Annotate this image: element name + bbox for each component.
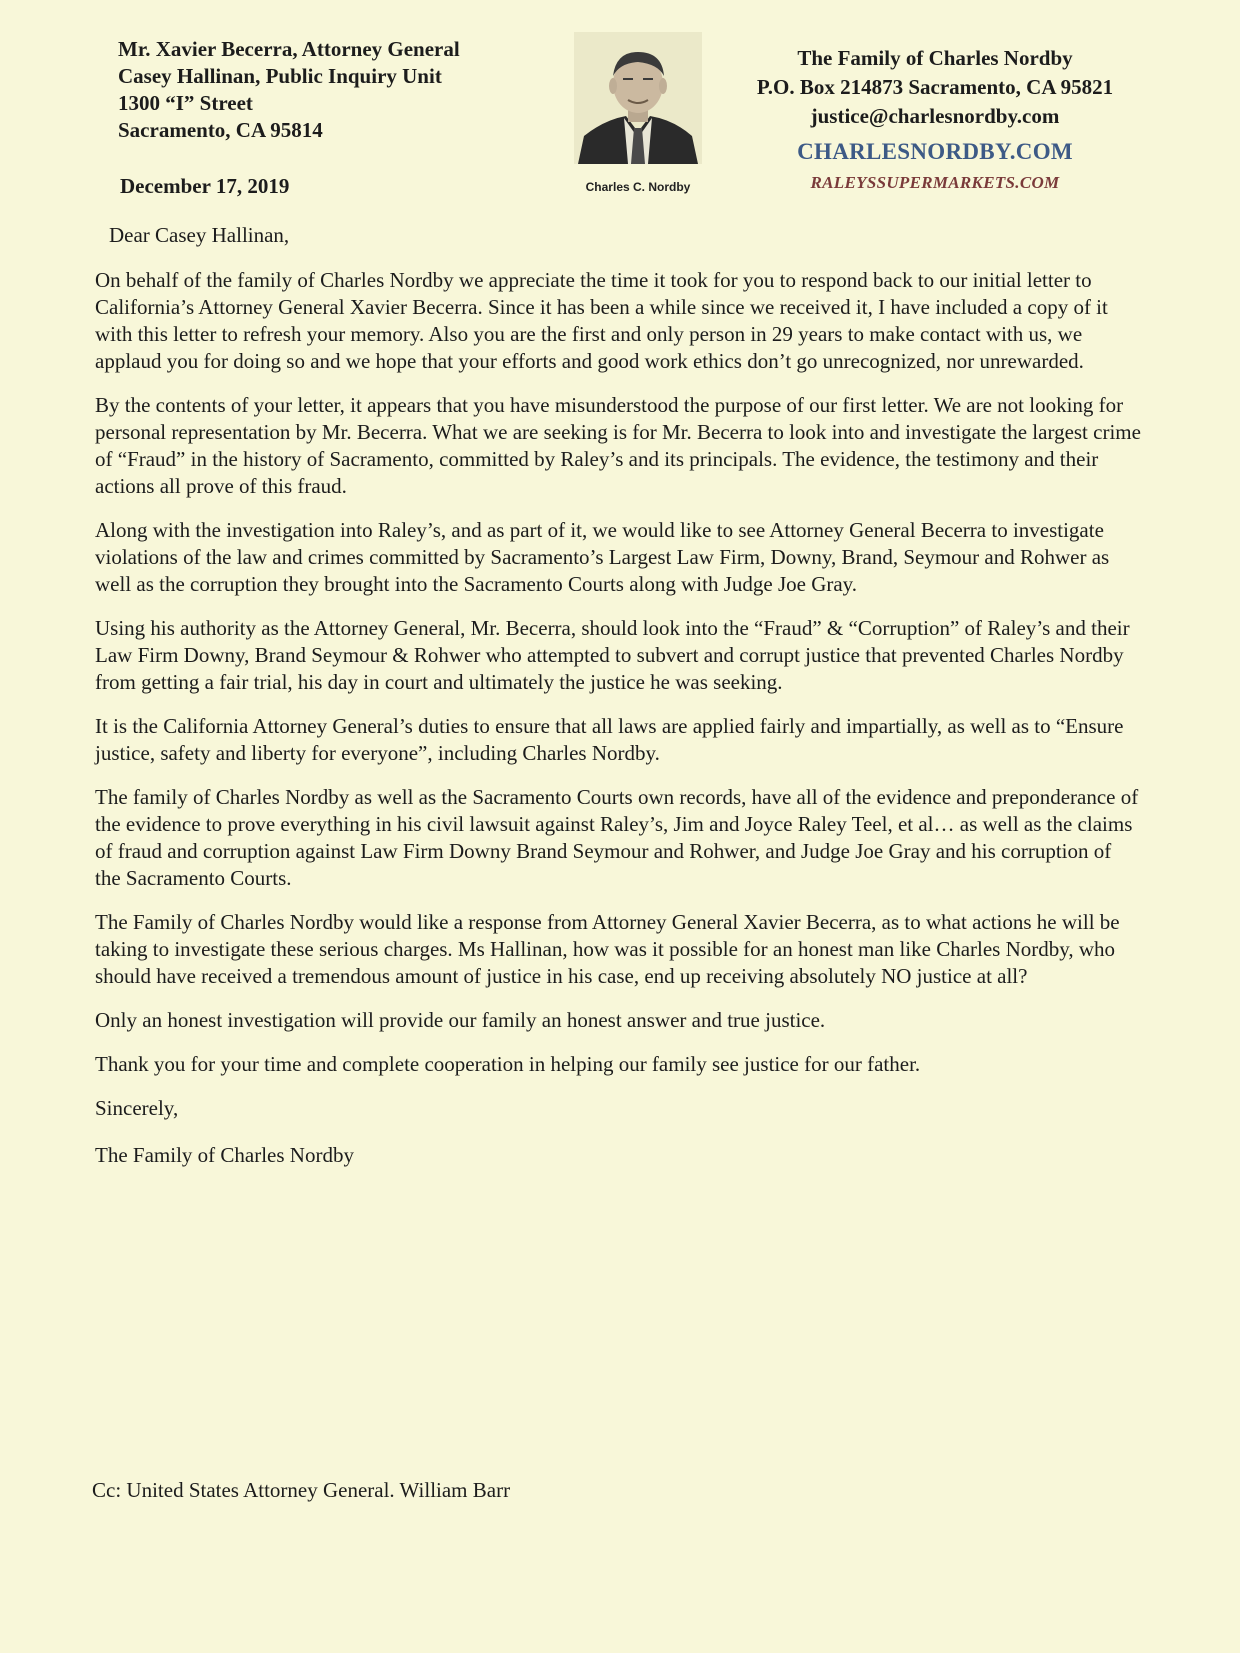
letter-body <box>95 222 1141 1169</box>
paragraph: Using his authority as the Attorney General, Mr. Becerra, should look into the “Fraud” & “Corruption” of Raley’s and their Law Firm Downy, Brand Seymour & Rohwer who attempted to subvert and corrupt justice that prevented Charles Nordby from getting a fair trial, his day in court and ultimately the justice he was seeking. <box>95 616 1130 694</box>
paragraph: Only an honest investigation will provide our family an honest answer and true justice. <box>95 1008 826 1032</box>
sender-address <box>700 44 1170 197</box>
recipient-line: 1300 “I” Street <box>118 91 253 115</box>
portrait-photo <box>574 32 702 164</box>
letter-date: December 17, 2019 <box>120 174 290 198</box>
cc-line: Cc: United States Attorney General. William Barr <box>92 1478 511 1502</box>
sender-website-2: RALEYSSUPERMARKETS.COM <box>810 173 1060 192</box>
signature: The Family of Charles Nordby <box>95 1143 354 1167</box>
photo-caption: Charles C. Nordby <box>585 180 691 194</box>
paragraph: By the contents of your letter, it appears that you have misunderstood the purpose of our first letter. We are not looking for personal representation by Mr. Becerra. What we are seeking is for Mr. Becerra to look into and investigate the largest crime of “Fraud” in the history of Sacramento, committed by Raley’s and its principals. The evidence, the testimony and their actions all prove of this fraud. <box>95 393 1141 498</box>
sender-name: The Family of Charles Nordby <box>797 46 1073 70</box>
sender-email: justice@charlesnordby.com <box>810 104 1060 128</box>
recipient-line: Mr. Xavier Becerra, Attorney General <box>118 37 460 61</box>
paragraph: The family of Charles Nordby as well as the Sacramento Courts own records, have all of the evidence and preponderance of the evidence to prove everything in his civil lawsuit against Raley’s, Jim and Joyce Raley Teel, et al… as well as the claims of fraud and corruption against Law Firm Downy Brand Seymour and Rohwer, and Judge Joe Gray and his corruption of the Sacramento Courts. <box>95 785 1139 890</box>
recipient-line: Sacramento, CA 95814 <box>118 118 323 142</box>
recipient-address <box>118 36 460 144</box>
paragraph: It is the California Attorney General’s duties to ensure that all laws are applied fairly and impartially, as well as to “Ensure justice, safety and liberty for everyone”, including Charles Nordby. <box>95 714 1124 765</box>
paragraph: On behalf of the family of Charles Nordby we appreciate the time it took for you to respond back to our initial letter to California’s Attorney General Xavier Becerra. Since it has been a while since we received it, I have included a copy of it with this letter to refresh your memory. Also you are the first and only person in 29 years to make contact with us, we applaud you for doing so and we hope that your efforts and good work ethics don’t go unrecognized, nor unrewarded. <box>95 268 1108 373</box>
photo-block <box>573 32 703 194</box>
recipient-line: Casey Hallinan, Public Inquiry Unit <box>118 64 442 88</box>
sender-po-box: P.O. Box 214873 Sacramento, CA 95821 <box>756 75 1114 99</box>
paragraph: Thank you for your time and complete cooperation in helping our family see justice for our father. <box>95 1052 921 1076</box>
paragraph: The Family of Charles Nordby would like a response from Attorney General Xavier Becerra, as to what actions he will be taking to investigate these serious charges. Ms Hallinan, how was it possible for an honest man like Charles Nordby, who should have received a tremendous amount of justice in his case, end up receiving absolutely NO justice at all? <box>95 910 1120 988</box>
closing: Sincerely, <box>95 1096 179 1120</box>
salutation: Dear Casey Hallinan, <box>109 223 290 247</box>
paragraph: Along with the investigation into Raley’s, and as part of it, we would like to see Attorney General Becerra to investigate violations of the law and crimes committed by Sacramento’s Largest Law Firm, Downy, Brand, Seymour and Rohwer as well as the corruption they brought into the Sacramento Courts along with Judge Joe Gray. <box>95 518 1110 596</box>
sender-website: CHARLESNORDBY.COM <box>797 139 1073 164</box>
